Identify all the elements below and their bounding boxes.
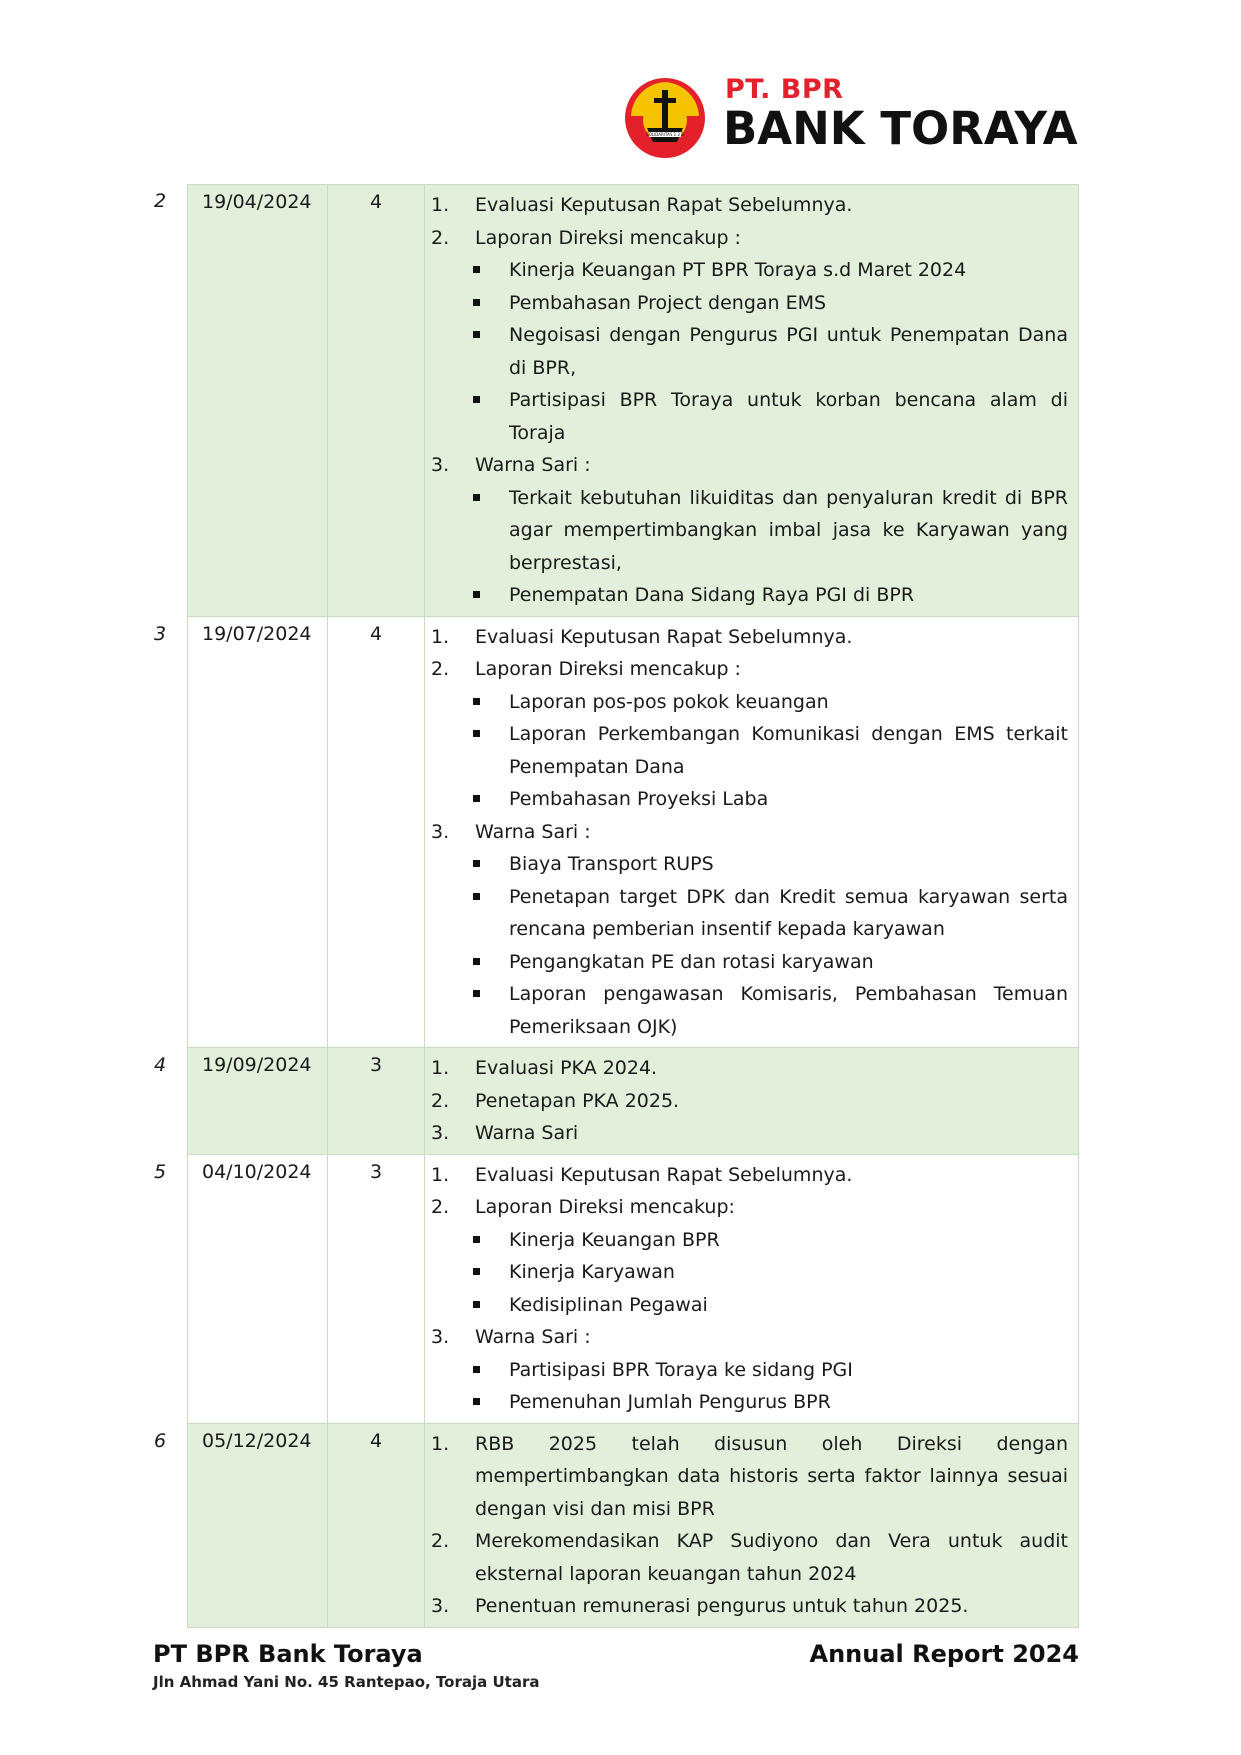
agenda-item-text: Evaluasi Keputusan Rapat Sebelumnya. xyxy=(475,1163,853,1186)
square-bullet-icon xyxy=(465,686,509,719)
agenda-subitem xyxy=(425,946,1068,979)
agenda-subitem xyxy=(425,579,1068,612)
agenda-subitem xyxy=(425,686,1068,719)
agenda-item-number: 1. xyxy=(431,1163,450,1186)
agenda-subitem xyxy=(425,783,1068,816)
agenda-item-text: Evaluasi Keputusan Rapat Sebelumnya. xyxy=(475,194,853,216)
row-number: 2 xyxy=(154,190,167,212)
agenda-subitem xyxy=(425,1354,1068,1387)
agenda-item xyxy=(425,1321,1068,1354)
table-row xyxy=(148,184,1079,617)
agenda-item-text: Evaluasi Keputusan Rapat Sebelumnya. xyxy=(475,625,853,648)
table-row xyxy=(148,1424,1079,1628)
agenda-item xyxy=(425,1085,1068,1118)
agenda-item-number: 3. xyxy=(431,1326,450,1348)
agenda-item xyxy=(425,1590,1068,1623)
agenda-item xyxy=(425,1525,1068,1590)
agenda-subitem-text: Kinerja Keuangan PT BPR Toraya s.d Maret 2024 xyxy=(509,259,967,281)
square-bullet-icon xyxy=(465,384,509,449)
agenda-item xyxy=(425,1052,1068,1085)
square-bullet-icon xyxy=(465,1386,509,1419)
agenda-item-number: 1. xyxy=(431,1432,450,1455)
agenda-cell xyxy=(425,1155,1078,1423)
agenda-subitem-text: Partisipasi BPR Toraya ke sidang PGI xyxy=(509,1358,853,1381)
logo-big-text: BANK TORAYA xyxy=(723,102,1078,155)
agenda-subitem-text: Laporan pengawasan Komisaris, Pembahasan Temuan Pemeriksaan OJK) xyxy=(509,983,1068,1038)
row-cells xyxy=(187,1048,1079,1155)
agenda-subitem-text: Terkait kebutuhan likuiditas dan penyaluran kredit di BPR agar mempertimbangkan imbal jasa ke Karyawan yang berprestasi, xyxy=(509,486,1068,574)
agenda-subitem-text: Pembahasan Project dengan EMS xyxy=(509,291,827,314)
agenda-item-text: Laporan Direksi mencakup : xyxy=(475,658,741,680)
agenda-cell xyxy=(425,185,1078,616)
footer-address: Jln Ahmad Yani No. 45 Rantepao, Toraja Utara xyxy=(153,1673,540,1691)
row-cells xyxy=(187,1155,1079,1424)
agenda-subitem xyxy=(425,1224,1068,1257)
square-bullet-icon xyxy=(465,881,509,946)
attendance-count: 3 xyxy=(328,1155,425,1423)
agenda-subitem-text: Pemenuhan Jumlah Pengurus BPR xyxy=(509,1391,831,1413)
agenda-subitem xyxy=(425,319,1068,384)
row-cells xyxy=(187,184,1079,617)
agenda-item-number: 1. xyxy=(431,194,450,216)
row-number: 3 xyxy=(154,622,167,645)
attendance-count: 4 xyxy=(328,185,425,616)
square-bullet-icon xyxy=(465,1354,509,1387)
agenda-item-number: 2. xyxy=(431,226,450,249)
square-bullet-icon xyxy=(465,946,509,979)
agenda-item-text: Merekomendasikan KAP Sudiyono dan Vera untuk audit eksternal laporan keuangan tahun 2024 xyxy=(475,1530,1068,1585)
agenda-item xyxy=(425,1428,1068,1526)
agenda-subitem-text: Partisipasi BPR Toraya untuk korban bencana alam di Toraja xyxy=(509,389,1068,444)
agenda-subitem-text: Pembahasan Proyeksi Laba xyxy=(509,788,769,810)
agenda-subitem xyxy=(425,1386,1068,1419)
meeting-date: 19/04/2024 xyxy=(188,185,328,616)
agenda-item-number: 3. xyxy=(431,454,450,476)
agenda-item-number: 3. xyxy=(431,1595,450,1617)
agenda-subitem xyxy=(425,1289,1068,1322)
square-bullet-icon xyxy=(465,848,509,881)
meeting-date: 05/12/2024 xyxy=(188,1424,328,1627)
agenda-subitem xyxy=(425,254,1068,287)
square-bullet-icon xyxy=(465,718,509,783)
bank-emblem-icon xyxy=(623,76,707,160)
agenda-subitem xyxy=(425,848,1068,881)
agenda-item-text: Evaluasi PKA 2024. xyxy=(475,1057,658,1079)
agenda-item xyxy=(425,1159,1068,1192)
agenda-subitem xyxy=(425,287,1068,320)
agenda-subitem-text: Laporan Perkembangan Komunikasi dengan EMS terkait Penempatan Dana xyxy=(509,723,1068,778)
agenda-subitem-text: Kedisiplinan Pegawai xyxy=(509,1293,708,1316)
row-number: 5 xyxy=(154,1160,167,1183)
meeting-date: 04/10/2024 xyxy=(188,1155,328,1423)
agenda-subitem-text: Penempatan Dana Sidang Raya PGI di BPR xyxy=(509,584,915,606)
meeting-date: 19/09/2024 xyxy=(188,1048,328,1154)
square-bullet-icon xyxy=(465,1289,509,1322)
row-cells xyxy=(187,1424,1079,1628)
agenda-item xyxy=(425,653,1068,686)
agenda-subitem-text: Kinerja Karyawan xyxy=(509,1261,675,1283)
agenda-subitem-text: Kinerja Keuangan BPR xyxy=(509,1228,720,1251)
agenda-subitem-text: Laporan pos-pos pokok keuangan xyxy=(509,690,829,713)
agenda-cell xyxy=(425,617,1078,1048)
agenda-cell xyxy=(425,1048,1078,1154)
agenda-item-text: Penetapan PKA 2025. xyxy=(475,1089,680,1112)
square-bullet-icon xyxy=(465,783,509,816)
table-row xyxy=(148,1048,1079,1155)
agenda-subitem xyxy=(425,718,1068,783)
agenda-item-number: 2. xyxy=(431,1089,450,1112)
agenda-item-text: Laporan Direksi mencakup : xyxy=(475,226,741,249)
agenda-subitem-text: Pengangkatan PE dan rotasi karyawan xyxy=(509,950,874,973)
agenda-cell xyxy=(425,1424,1078,1627)
row-number: 4 xyxy=(154,1054,167,1076)
agenda-item xyxy=(425,222,1068,255)
logo-small-text: PT. BPR xyxy=(725,74,844,105)
agenda-subitem-text: Negoisasi dengan Pengurus PGI untuk Penempatan Dana di BPR, xyxy=(509,324,1068,379)
agenda-subitem xyxy=(425,384,1068,449)
company-logo xyxy=(623,72,1078,162)
row-number: 6 xyxy=(154,1429,167,1452)
meeting-table xyxy=(148,184,1079,1628)
table-row xyxy=(148,617,1079,1049)
square-bullet-icon xyxy=(465,482,509,580)
footer-report-title: Annual Report 2024 xyxy=(809,1640,1079,1668)
attendance-count: 4 xyxy=(328,617,425,1048)
agenda-item xyxy=(425,1191,1068,1224)
agenda-subitem xyxy=(425,1256,1068,1289)
agenda-subitem xyxy=(425,978,1068,1043)
agenda-item-text: RBB 2025 telah disusun oleh Direksi dengan mempertimbangkan data historis serta faktor lainnya sesuai dengan visi dan misi BPR xyxy=(475,1432,1068,1520)
agenda-item xyxy=(425,1117,1068,1150)
agenda-item xyxy=(425,621,1068,654)
square-bullet-icon xyxy=(465,254,509,287)
agenda-item-number: 3. xyxy=(431,1122,450,1144)
square-bullet-icon xyxy=(465,287,509,320)
agenda-item xyxy=(425,816,1068,849)
square-bullet-icon xyxy=(465,1224,509,1257)
row-cells xyxy=(187,617,1079,1049)
agenda-item-number: 3. xyxy=(431,820,450,843)
agenda-item-text: Warna Sari : xyxy=(475,820,591,843)
agenda-item-number: 2. xyxy=(431,1530,450,1552)
meeting-date: 19/07/2024 xyxy=(188,617,328,1048)
table-row xyxy=(148,1155,1079,1424)
attendance-count: 3 xyxy=(328,1048,425,1154)
agenda-item-number: 1. xyxy=(431,1057,450,1079)
square-bullet-icon xyxy=(465,978,509,1043)
agenda-item-text: Penentuan remunerasi pengurus untuk tahun 2025. xyxy=(475,1595,969,1617)
footer-company: PT BPR Bank Toraya xyxy=(153,1640,423,1668)
agenda-subitem-text: Biaya Transport RUPS xyxy=(509,853,714,875)
square-bullet-icon xyxy=(465,319,509,384)
square-bullet-icon xyxy=(465,1256,509,1289)
square-bullet-icon xyxy=(465,579,509,612)
agenda-item xyxy=(425,449,1068,482)
attendance-count: 4 xyxy=(328,1424,425,1627)
agenda-item xyxy=(425,189,1068,222)
agenda-item-number: 1. xyxy=(431,625,450,648)
agenda-subitem xyxy=(425,881,1068,946)
agenda-item-text: Laporan Direksi mencakup: xyxy=(475,1196,735,1218)
emblem-text: SOLIDARITAS 1 2 3 xyxy=(646,132,684,137)
agenda-subitem-text: Penetapan target DPK dan Kredit semua karyawan serta rencana pemberian insentif kepada karyawan xyxy=(509,885,1068,940)
agenda-item-number: 2. xyxy=(431,658,450,680)
agenda-item-text: Warna Sari xyxy=(475,1122,579,1144)
agenda-item-text: Warna Sari : xyxy=(475,1326,591,1348)
agenda-subitem xyxy=(425,482,1068,580)
agenda-item-text: Warna Sari : xyxy=(475,454,591,476)
agenda-item-number: 2. xyxy=(431,1196,450,1218)
